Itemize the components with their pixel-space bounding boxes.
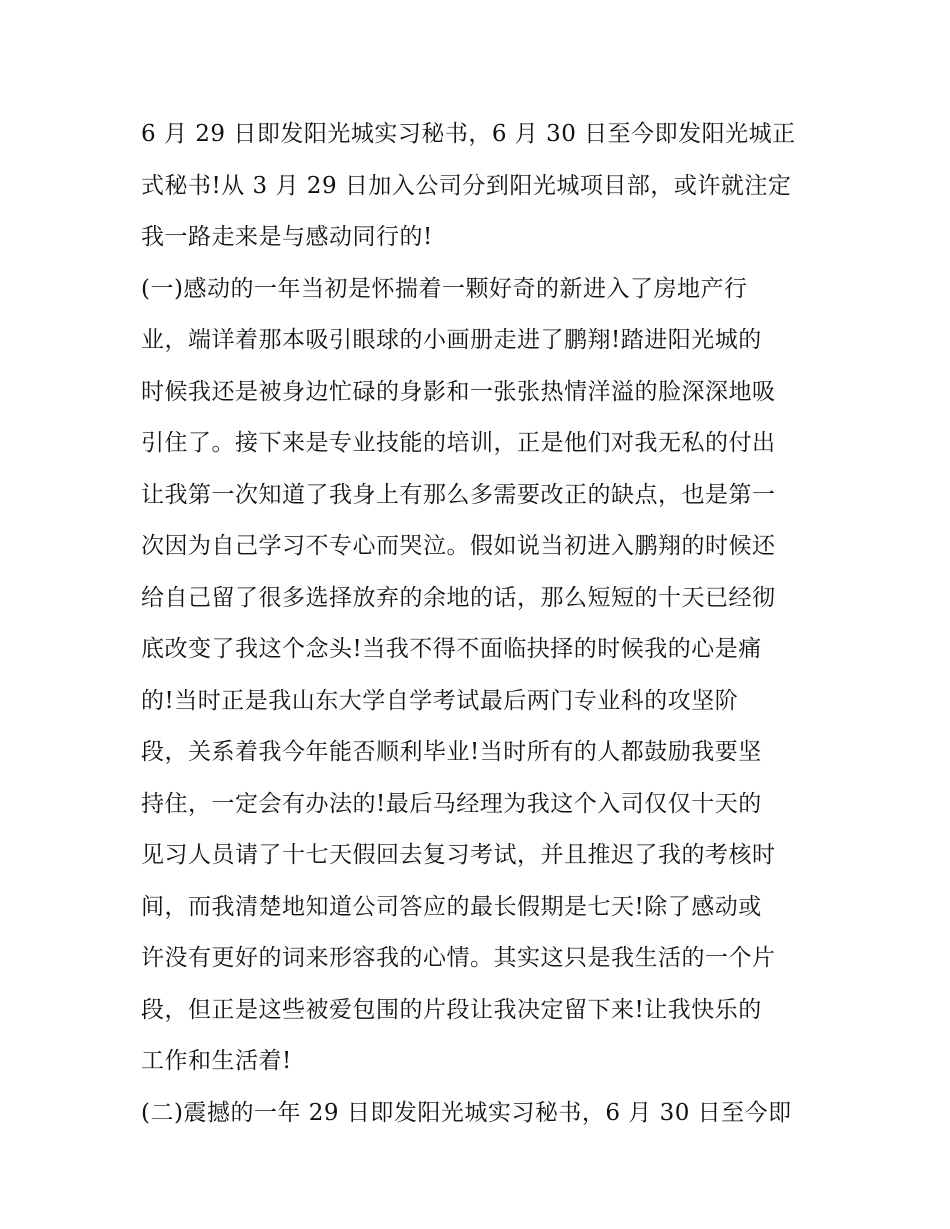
- document-body: [141, 109, 821, 1139]
- text-line: 段，关系着我今年能否顺利毕业!当时所有的人都鼓励我要坚: [141, 739, 762, 765]
- text-line: 我一路走来是与感动同行的!: [141, 224, 433, 250]
- text-line: (一)感动的一年当初是怀揣着一颗好奇的新进入了房地产行: [141, 275, 748, 302]
- text-line: 段，但正是这些被爱包围的片段让我决定留下来!让我快乐的: [141, 996, 762, 1023]
- text-line: 业，端详着那本吸引眼球的小画册走进了鹏翔!踏进阳光城的: [141, 327, 762, 353]
- text-line: 的!当时正是我山东大学自学考试最后两门专业科的攻坚阶: [141, 687, 739, 714]
- text-line: 许没有更好的词来形容我的心情。其实这只是我生活的一个片: [141, 945, 776, 971]
- text-line: 底改变了我这个念头!当我不得不面临抉择的时候我的心是痛: [141, 636, 762, 662]
- text-line: 次因为自己学习不专心而哭泣。假如说当初进入鹏翔的时候还: [141, 533, 776, 559]
- text-line: 时候我还是被身边忙碌的身影和一张张热情洋溢的脸深深地吸: [141, 378, 776, 405]
- text-line: 持住，一定会有办法的!最后马经理为我这个入司仅仅十天的: [141, 790, 762, 817]
- text-line: 工作和生活着!: [141, 1048, 292, 1074]
- text-line: 给自己留了很多选择放弃的余地的话，那么短短的十天已经彻: [141, 584, 776, 611]
- text-line: 见习人员请了十七天假回去复习考试，并且推迟了我的考核时: [141, 842, 776, 868]
- text-line: 6 月 29 日即发阳光城实习秘书，6 月 30 日至今即发阳光城正: [141, 121, 796, 147]
- text-line: 式秘书!从 3 月 29 日加入公司分到阳光城项目部，或许就注定: [141, 172, 792, 199]
- text-line: (二)震撼的一年 29 日即发阳光城实习秘书，6 月 30 日至今即: [141, 1099, 792, 1126]
- text-line: 间，而我清楚地知道公司答应的最长假期是七天!除了感动或: [141, 893, 762, 920]
- text-line: 引住了。接下来是专业技能的培训，正是他们对我无私的付出: [141, 430, 776, 456]
- text-line: 让我第一次知道了我身上有那么多需要改正的缺点，也是第一: [141, 481, 776, 508]
